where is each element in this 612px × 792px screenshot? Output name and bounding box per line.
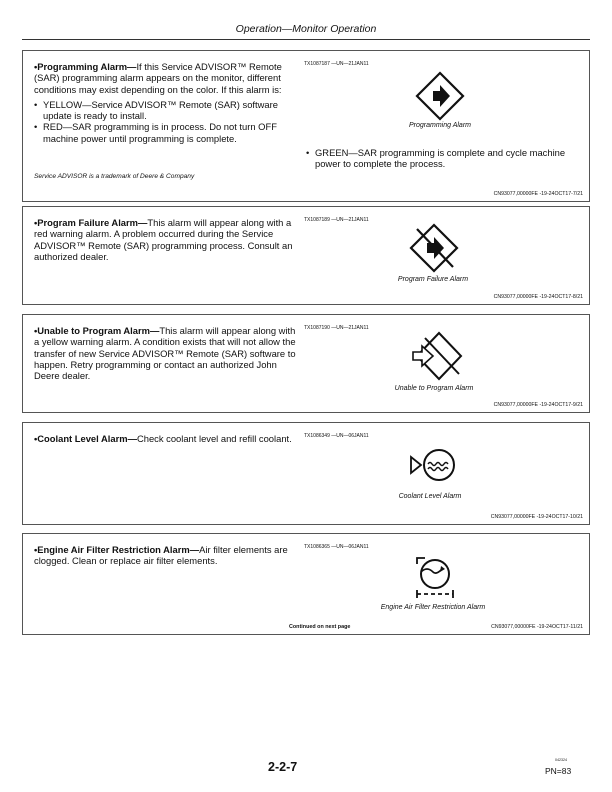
section-title: •Coolant Level Alarm— <box>34 433 137 444</box>
figure-caption: Coolant Level Alarm <box>398 493 462 500</box>
unable-to-program-alarm-icon <box>409 330 465 382</box>
section-air-filter-restriction-alarm <box>22 533 590 635</box>
section-body: If this Service ADVISOR™ Remote (SAR) programming alarm appears on the monitor, different conditions may exist depending on the color. If this alarm is: <box>34 61 282 95</box>
footer-code: 042324 <box>555 758 567 762</box>
section-text <box>34 325 299 381</box>
figure-id: TX1087190 —UN—21JAN11 <box>304 325 369 331</box>
section-title: •Program Failure Alarm— <box>34 217 148 228</box>
figure-caption: Unable to Program Alarm <box>394 385 474 392</box>
figure-id: TX1087189 —UN—21JAN11 <box>304 217 369 223</box>
section-text <box>34 544 299 567</box>
section-coolant-level-alarm <box>22 422 590 525</box>
doc-id: CN93077,00000FE -19-24OCT17-11/21 <box>491 624 583 630</box>
program-failure-alarm-icon <box>409 223 459 273</box>
section-unable-to-program-alarm <box>22 314 590 413</box>
bullet-item: • RED—SAR programming is in process. Do not turn OFF machine power until programming is complete. <box>34 121 299 144</box>
figure-caption: Programming Alarm <box>409 122 471 129</box>
page-header <box>22 18 590 40</box>
doc-id: CN93077,00000FE -19-24OCT17-7/21 <box>493 191 583 197</box>
section-programming-alarm <box>22 50 590 202</box>
air-filter-restriction-alarm-icon <box>411 554 457 600</box>
bullet-item: • GREEN—SAR programming is complete and cycle machine power to complete the process. <box>306 147 576 170</box>
section-text <box>34 217 299 262</box>
section-body: This alarm will appear along with a red warning alarm. A problem occurred during the Service ADVISOR™ Remote (SAR) programming process. Consult an authorized dealer. <box>34 217 293 262</box>
section-body: Air filter elements are clogged. Clean or replace air filter elements. <box>34 544 288 567</box>
figure-id: TX1086365 —UN—06JAN11 <box>304 544 369 550</box>
page-number: 2-2-7 <box>268 760 298 774</box>
figure-id: TX1087187 —UN—21JAN11 <box>304 61 369 67</box>
figure-caption: Engine Air Filter Restriction Alarm <box>380 604 486 611</box>
section-title: •Engine Air Filter Restriction Alarm— <box>34 544 200 555</box>
page-pn: PN=83 <box>545 766 572 776</box>
bullet-list <box>34 99 299 144</box>
section-text <box>34 433 299 444</box>
page-header-title: Operation—Monitor Operation <box>235 23 377 35</box>
doc-id: CN93077,00000FE -19-24OCT17-9/21 <box>493 402 583 408</box>
coolant-level-alarm-icon <box>409 445 459 485</box>
figure-caption: Program Failure Alarm <box>397 276 469 283</box>
bullet-item: • YELLOW—Service ADVISOR™ Remote (SAR) software update is ready to install. <box>34 99 299 122</box>
section-program-failure-alarm <box>22 206 590 305</box>
continued-note: Continued on next page <box>289 624 351 630</box>
doc-id: CN93077,00000FE -19-24OCT17-8/21 <box>493 294 583 300</box>
section-body: This alarm will appear along with a yellow warning alarm. A condition exists that will not allow the transfer of new Service ADVISOR™ Remote (SAR) software to happen. Retry programming or contact an authorized John Deere dealer. <box>34 325 296 382</box>
programming-alarm-icon <box>415 71 465 121</box>
section-title: •Unable to Program Alarm— <box>34 325 160 336</box>
figure-id: TX1086349 —UN—06JAN11 <box>304 433 369 439</box>
section-title: •Programming Alarm— <box>34 61 137 72</box>
trademark-note: Service ADVISOR is a trademark of Deere & Company <box>34 173 195 180</box>
section-body: Check coolant level and refill coolant. <box>136 433 292 444</box>
doc-id: CN93077,00000FE -19-24OCT17-10/21 <box>490 514 583 520</box>
section-text <box>34 61 299 144</box>
